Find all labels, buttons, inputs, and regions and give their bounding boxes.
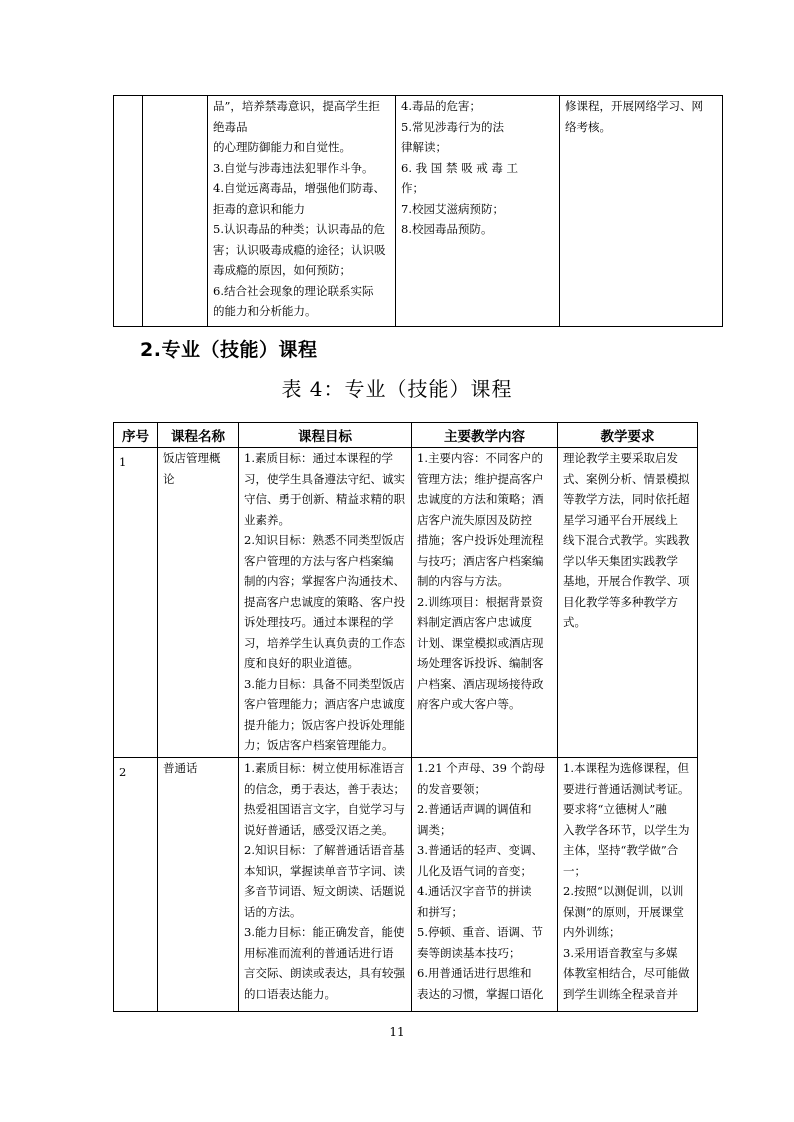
cell-text-line: 4.毒品的危害； <box>401 99 481 113</box>
cell-text-line: 与技巧；酒店客户档案编 <box>417 553 544 568</box>
page-number: 11 <box>389 1025 405 1039</box>
cell-text-line: 话的方法。 <box>244 904 302 919</box>
cell-text-line: 律解读； <box>401 140 447 154</box>
cell-text-line: 1.主要内容：不同客户的 <box>417 451 543 465</box>
cell-text-line: 要求将“立德树人”融 <box>563 802 667 816</box>
course-goal <box>239 448 412 758</box>
cell-text-line: 3.采用语音教室与多媒 <box>563 945 678 960</box>
course-content <box>412 758 558 1012</box>
cell-text-line: 一； <box>563 863 586 878</box>
cell-text-line: 5.认识毒品的种类；认识毒品的危 <box>213 222 385 236</box>
cell-text-line: 体教室相结合，尽可能做 <box>563 966 690 980</box>
cell-text-line: 主体，坚持“教学做”合 <box>563 843 679 857</box>
cell-text-line: 到学生训练全程录音并 <box>563 986 678 1001</box>
table-cell-content <box>396 96 560 327</box>
table-cell-empty <box>143 96 208 327</box>
cell-text-line: 热爱祖国语言文字，自觉学习与 <box>244 802 405 816</box>
cell-text-line: 毒成瘾的原因，如何预防； <box>213 263 351 277</box>
cell-text-line: 的能力和分析能力。 <box>213 304 317 318</box>
cell-text-line: 式、案例分析、情景模拟 <box>563 471 690 486</box>
cell-text-line: 要进行普通话测试考证。 <box>563 781 690 796</box>
cell-text-line: 提升能力；饭店客户投诉处理能 <box>244 717 405 732</box>
cell-text-line: 2.训练项目：根据背景资 <box>417 594 543 609</box>
cell-text-line: 拒毒的意识和能力 <box>213 201 305 216</box>
cell-text-line: 5.停顿、重音、语调、节 <box>417 925 543 939</box>
cell-text-line: 2.知识目标：熟悉不同类型饭店 <box>244 533 405 547</box>
cell-text-line: 用标准而流利的普通话进行语 <box>244 945 394 960</box>
cell-text-line: 多音节词语、短文朗读、话题说 <box>244 884 405 898</box>
cell-text-line: 饭店管理概 <box>163 451 221 465</box>
cell-text-line: 3.能力目标：能正确发音，能使 <box>244 925 405 939</box>
cell-text-line: 学以华天集团实践教学 <box>563 553 678 568</box>
cell-text-line: 客户管理的方法与客户档案编 <box>244 553 394 568</box>
header-requirements: 教学要求 <box>558 423 698 448</box>
table-caption: 表 4：专业（技能）课程 <box>281 377 513 401</box>
cell-text-line: 星学习通平台开展线上 <box>563 512 678 527</box>
cell-text-line: 忠诚度的方法和策略；酒 <box>417 492 544 506</box>
cell-text-line: 等教学方法，同时依托超 <box>563 492 690 506</box>
cell-text-line: 入教学各环节，以学生为 <box>563 822 690 837</box>
cell-text-line: 式。 <box>563 615 586 629</box>
cell-text-line: 店客户流失原因及防控 <box>417 512 532 527</box>
cell-text-line: 普通话 <box>163 761 198 775</box>
cell-text-line: 3.能力目标：具备不同类型饭店 <box>244 676 405 691</box>
cell-text-line: 调类； <box>417 822 452 837</box>
cell-text-line: 1.素质目标：通过本课程的学 <box>244 451 393 465</box>
row-number: 2 <box>114 758 158 1012</box>
cell-text-line: 表达的习惯，掌握口语化 <box>417 986 544 1001</box>
cell-text-line: 和拼写； <box>417 904 463 919</box>
cell-text-line: 奏等朗读基本技巧； <box>417 945 521 960</box>
cell-text-line: 府客户或大客户等。 <box>417 697 521 711</box>
header-no: 序号 <box>114 423 158 448</box>
cell-text-line: 害；认识吸毒成瘾的途径；认识吸 <box>213 242 386 257</box>
professional-course-table <box>113 422 698 1012</box>
cell-text-line: 诉处理技巧。通过本课程的学 <box>244 615 394 629</box>
cell-text-line: 2.知识目标：了解普通话语音基 <box>244 843 405 857</box>
cell-text-line: 守信、勇于创新、精益求精的职 <box>244 492 405 506</box>
cell-text-line: 力；饭店客户档案管理能力。 <box>244 738 394 752</box>
table-row <box>114 96 723 327</box>
course-requirements <box>558 448 698 758</box>
cell-text-line: 度和良好的职业道德。 <box>244 656 359 670</box>
table-cell-goals <box>208 96 396 327</box>
cell-text-line: 的口语表达能力。 <box>244 986 336 1001</box>
cell-text-line: 线下混合式教学。实践教 <box>563 533 690 547</box>
cell-text-line: 习，培养学生认真负责的工作态 <box>244 635 405 650</box>
cell-text-line: 儿化及语气词的音变； <box>417 863 532 878</box>
cell-text-line: 保测”的原则，开展课堂 <box>563 904 684 919</box>
cell-text-line: 络考核。 <box>565 119 611 134</box>
cell-text-line: 6.结合社会现象的理论联系实际 <box>213 283 374 298</box>
table-header-row <box>114 423 698 448</box>
cell-text-line: 言交际、朗读或表达，具有较强 <box>244 966 405 980</box>
cell-text-line: 8.校园毒品预防。 <box>401 222 493 236</box>
cell-text-line: 3.自觉与涉毒违法犯罪作斗争。 <box>213 160 374 175</box>
course-name <box>158 448 239 758</box>
cell-text-line: 制的内容；掌握客户沟通技术、 <box>244 574 405 588</box>
section-heading: 2.专业（技能）课程 <box>140 339 318 361</box>
cell-text-line: 6. 我 国 禁 吸 戒 毒 工 <box>401 160 519 175</box>
table-cell-empty <box>114 96 143 327</box>
header-main-content: 主要教学内容 <box>412 423 558 448</box>
cell-text-line: 习，使学生具备遵法守纪、诚实 <box>244 471 405 486</box>
cell-text-line: 说好普通话，感受汉语之美。 <box>244 822 394 837</box>
cell-text-line: 本知识，掌握读单音节字词、读 <box>244 863 405 878</box>
cell-text-line: 计划、课堂模拟或酒店现 <box>417 635 544 650</box>
cell-text-line: 管理方法；维护提高客户 <box>417 471 544 486</box>
cell-text-line: 业素养。 <box>244 512 290 527</box>
table-cell-requirements <box>560 96 723 327</box>
table-row <box>114 448 698 758</box>
cell-text-line: 6.用普通话进行思维和 <box>417 966 532 980</box>
cell-text-line: 制的内容与方法。 <box>417 574 509 588</box>
cell-text-line: 场处理客诉投诉、编制客 <box>417 656 544 670</box>
cell-text-line: 4.通话汉字音节的拼读 <box>417 884 532 898</box>
table-row <box>114 758 698 1012</box>
cell-text-line: 3.普通话的轻声、变调、 <box>417 843 543 857</box>
header-course-name: 课程名称 <box>158 423 239 448</box>
cell-text-line: 理论教学主要采取启发 <box>563 451 678 465</box>
cell-text-line: 7.校园艾滋病预防； <box>401 201 504 216</box>
continued-course-table <box>113 95 723 327</box>
cell-text-line: 作； <box>401 181 424 195</box>
cell-text-line: 2.按照“以测促训，以训 <box>563 884 684 898</box>
cell-text-line: 的心理防御能力和自觉性。 <box>213 140 351 154</box>
cell-text-line: 论 <box>163 471 175 486</box>
cell-text-line: 的发音要领； <box>417 781 486 796</box>
course-requirements <box>558 758 698 1012</box>
cell-text-line: 5.常见涉毒行为的法 <box>401 119 504 134</box>
cell-text-line: 提高客户忠诚度的策略、客户投 <box>244 594 405 609</box>
row-number: 1 <box>114 448 158 758</box>
cell-text-line: 措施；客户投诉处理流程 <box>417 533 544 547</box>
cell-text-line: 1.21 个声母、39 个韵母 <box>417 761 546 775</box>
cell-text-line: 基地，开展合作教学、项 <box>563 574 690 588</box>
cell-text-line: 修课程，开展网络学习、网 <box>565 99 703 113</box>
header-course-goal: 课程目标 <box>239 423 412 448</box>
cell-text-line: 1.素质目标：树立使用标准语言 <box>244 761 405 775</box>
course-content <box>412 448 558 758</box>
cell-text-line: 料制定酒店客户忠诚度 <box>417 615 532 629</box>
cell-text-line: 内外训练； <box>563 925 621 939</box>
cell-text-line: 户档案、酒店现场接待政 <box>417 676 544 691</box>
cell-text-line: 客户管理能力；酒店客户忠诚度 <box>244 697 405 711</box>
cell-text-line: 4.自觉远离毒品，增强他们防毒、 <box>213 181 385 195</box>
course-name <box>158 758 239 1012</box>
cell-text-line: 的信念，勇于表达，善于表达； <box>244 781 405 796</box>
cell-text-line: 绝毒品 <box>213 119 248 134</box>
cell-text-line: 品”，培养禁毒意识，提高学生拒 <box>213 99 380 113</box>
cell-text-line: 2.普通话声调的调值和 <box>417 802 532 816</box>
course-goal <box>239 758 412 1012</box>
cell-text-line: 1.本课程为选修课程，但 <box>563 761 689 775</box>
cell-text-line: 目化教学等多种教学方 <box>563 594 678 609</box>
